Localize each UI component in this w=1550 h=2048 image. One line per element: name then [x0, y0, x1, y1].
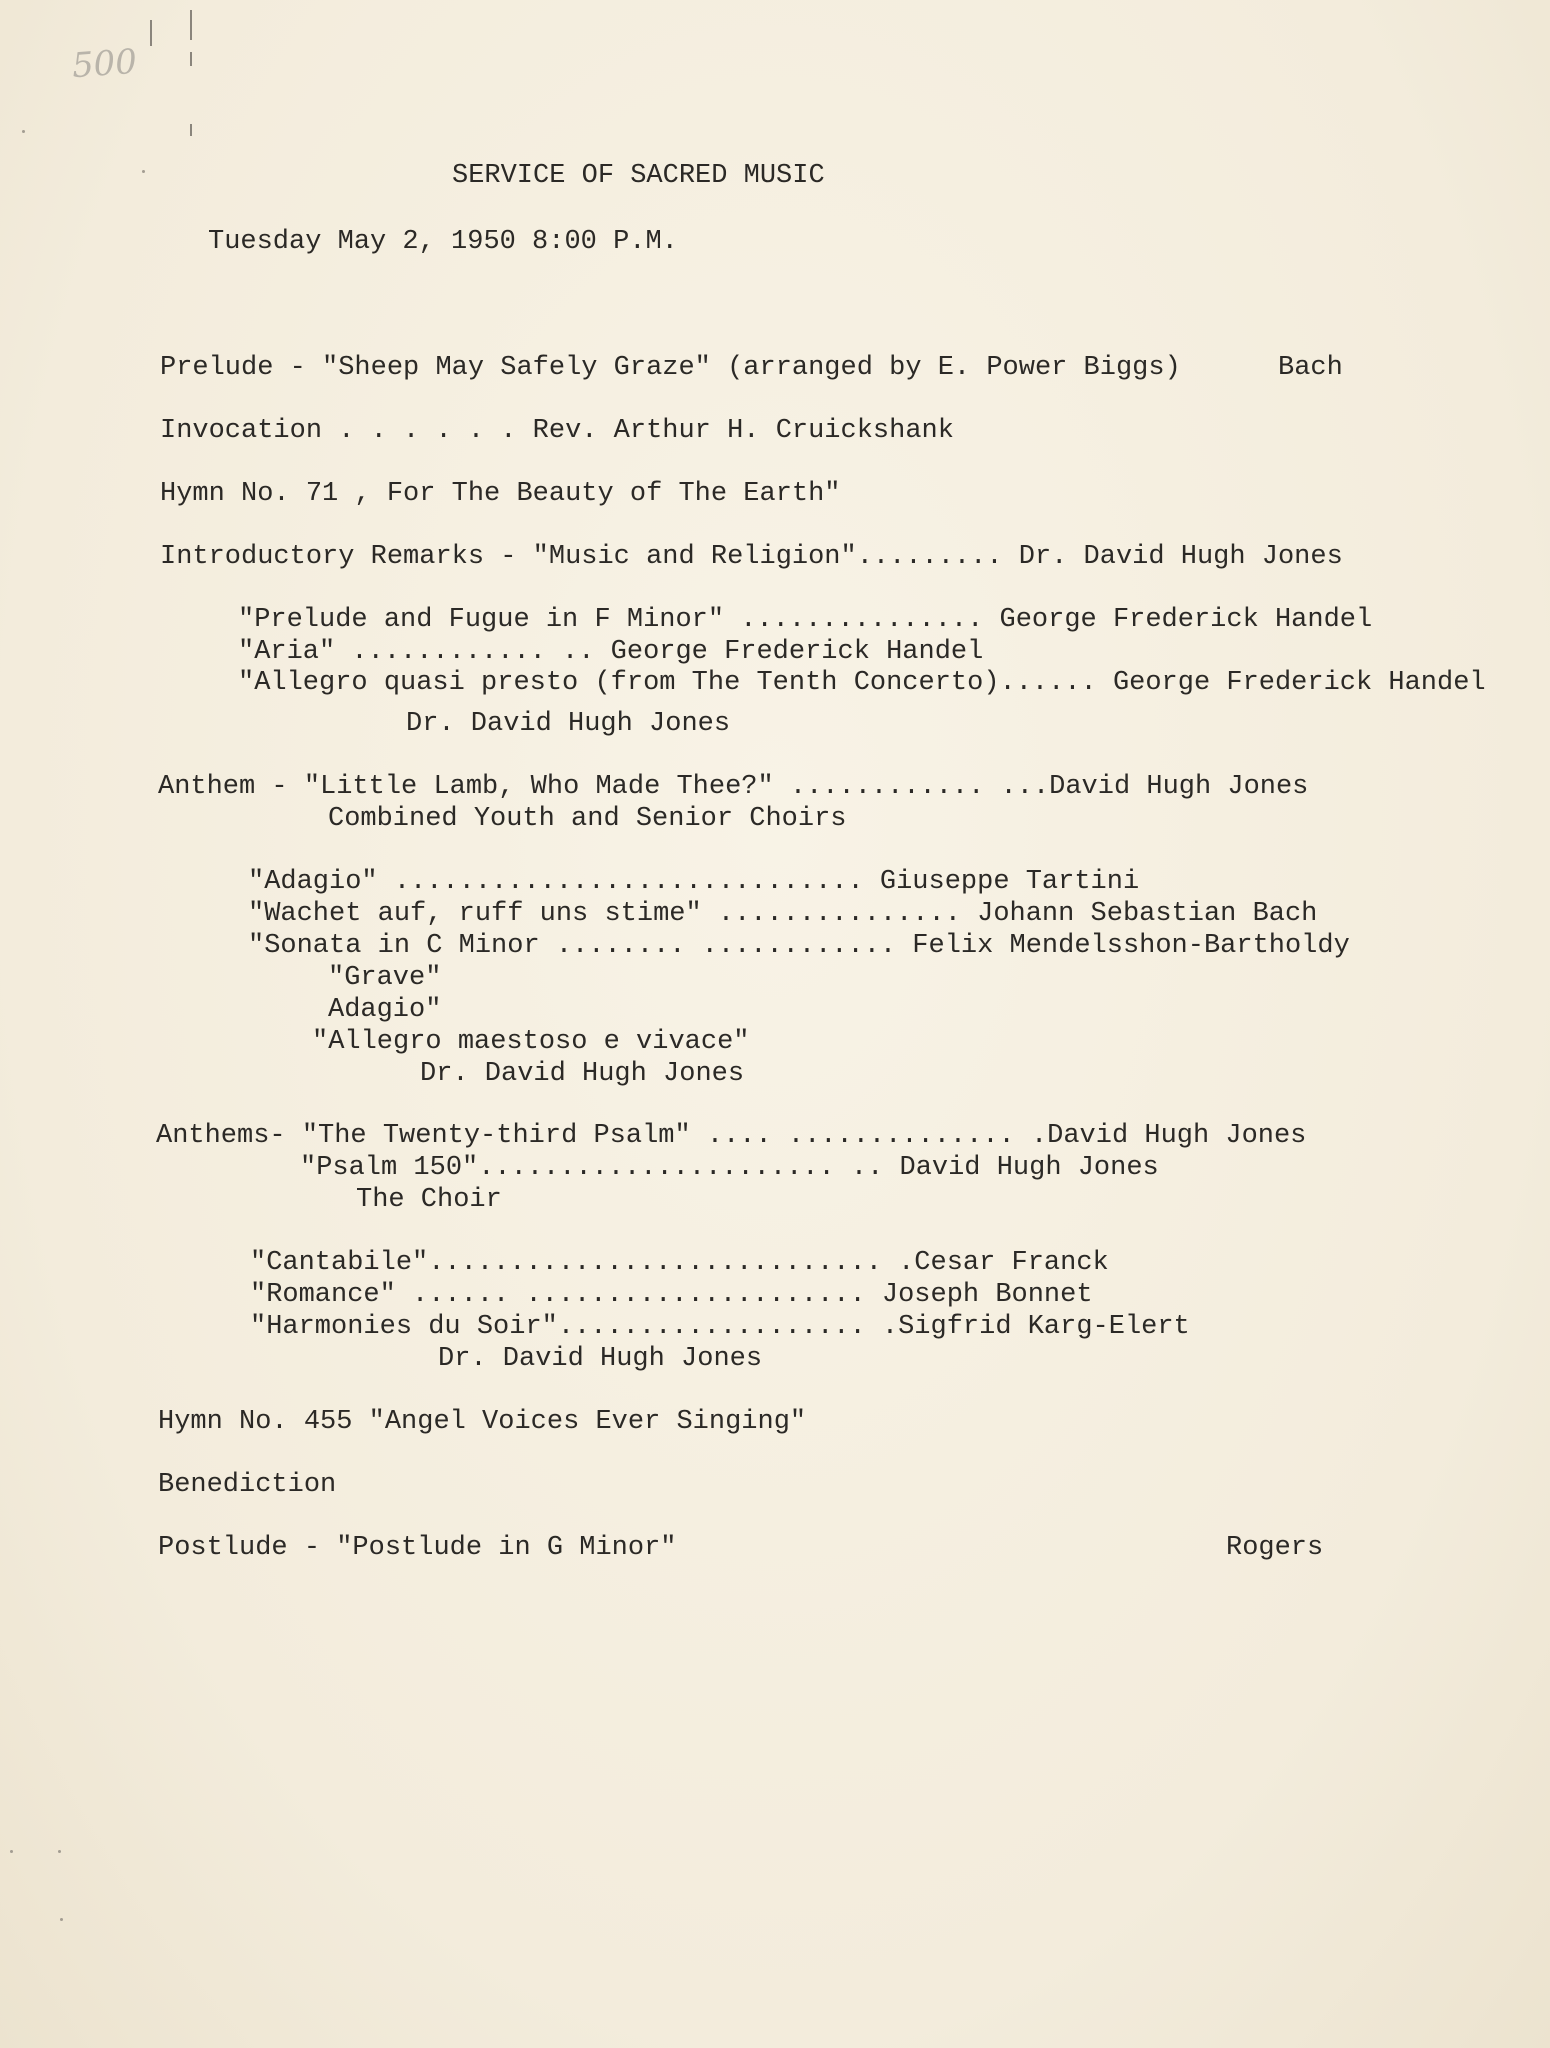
anthem-1-line: Anthem - "Little Lamb, Who Made Thee?" ............ ...David Hugh Jones	[158, 772, 1309, 802]
anthems-2-line: "Psalm 150"...................... .. David Hugh Jones	[300, 1153, 1159, 1183]
prelude-composer: Bach	[1278, 353, 1343, 383]
margin-mark	[190, 10, 192, 40]
organ-set-2-item: "Sonata in C Minor ........ ............ Felix Mendelsshon-Bartholdy	[248, 931, 1350, 961]
anthem-1-choir: Combined Youth and Senior Choirs	[328, 804, 847, 834]
organ-set-1-performer: Dr. David Hugh Jones	[406, 709, 731, 739]
organ-set-3-item: "Cantabile"............................ .Cesar Franck	[250, 1248, 1109, 1278]
sonata-movement: Adagio"	[328, 995, 442, 1025]
hymn-455-line: Hymn No. 455 "Angel Voices Ever Singing"	[158, 1407, 807, 1437]
organ-set-1-item: "Allegro quasi presto (from The Tenth Concerto)...... George Frederick Handel	[238, 668, 1486, 698]
anthems-2-choir: The Choir	[356, 1185, 502, 1215]
margin-speck	[60, 1918, 63, 1921]
margin-mark	[150, 20, 152, 46]
date-line: Tuesday May 2, 1950 8:00 P.M.	[208, 227, 678, 257]
program-title: SERVICE OF SACRED MUSIC	[452, 161, 825, 191]
margin-mark	[190, 124, 192, 136]
sonata-movement: "Allegro maestoso e vivace"	[312, 1027, 750, 1057]
pencil-note: 500	[70, 41, 139, 87]
organ-set-2-performer: Dr. David Hugh Jones	[420, 1059, 745, 1089]
organ-set-3-item: "Harmonies du Soir"................... .Sigfrid Karg-Elert	[250, 1312, 1190, 1342]
hymn-71-line: Hymn No. 71 , For The Beauty of The Earth"	[160, 479, 841, 509]
invocation-line: Invocation . . . . . . Rev. Arthur H. Cruickshank	[160, 416, 954, 446]
margin-speck	[10, 1850, 13, 1853]
organ-set-2-item: "Adagio" ............................. Giuseppe Tartini	[248, 867, 1140, 897]
prelude-line: Prelude - "Sheep May Safely Graze" (arranged by E. Power Biggs)	[160, 353, 1181, 383]
remarks-line: Introductory Remarks - "Music and Religion"......... Dr. David Hugh Jones	[160, 542, 1343, 572]
margin-speck	[58, 1850, 61, 1853]
sonata-movement: "Grave"	[328, 963, 442, 993]
benediction-line: Benediction	[158, 1470, 337, 1500]
organ-set-3-performer: Dr. David Hugh Jones	[438, 1344, 763, 1374]
anthems-2-line: Anthems- "The Twenty-third Psalm" .... .............. .David Hugh Jones	[156, 1121, 1307, 1151]
margin-speck	[22, 130, 25, 133]
organ-set-3-item: "Romance" ...... ..................... Joseph Bonnet	[250, 1280, 1093, 1310]
margin-speck	[142, 170, 145, 173]
postlude-composer: Rogers	[1226, 1533, 1324, 1563]
organ-set-1-item: "Aria" ............ .. George Frederick Handel	[238, 637, 984, 667]
postlude-line: Postlude - "Postlude in G Minor"	[158, 1533, 677, 1563]
organ-set-2-item: "Wachet auf, ruff uns stime" ............... Johann Sebastian Bach	[248, 899, 1318, 929]
margin-mark	[190, 52, 192, 66]
organ-set-1-item: "Prelude and Fugue in F Minor" ............... George Frederick Handel	[238, 605, 1373, 635]
